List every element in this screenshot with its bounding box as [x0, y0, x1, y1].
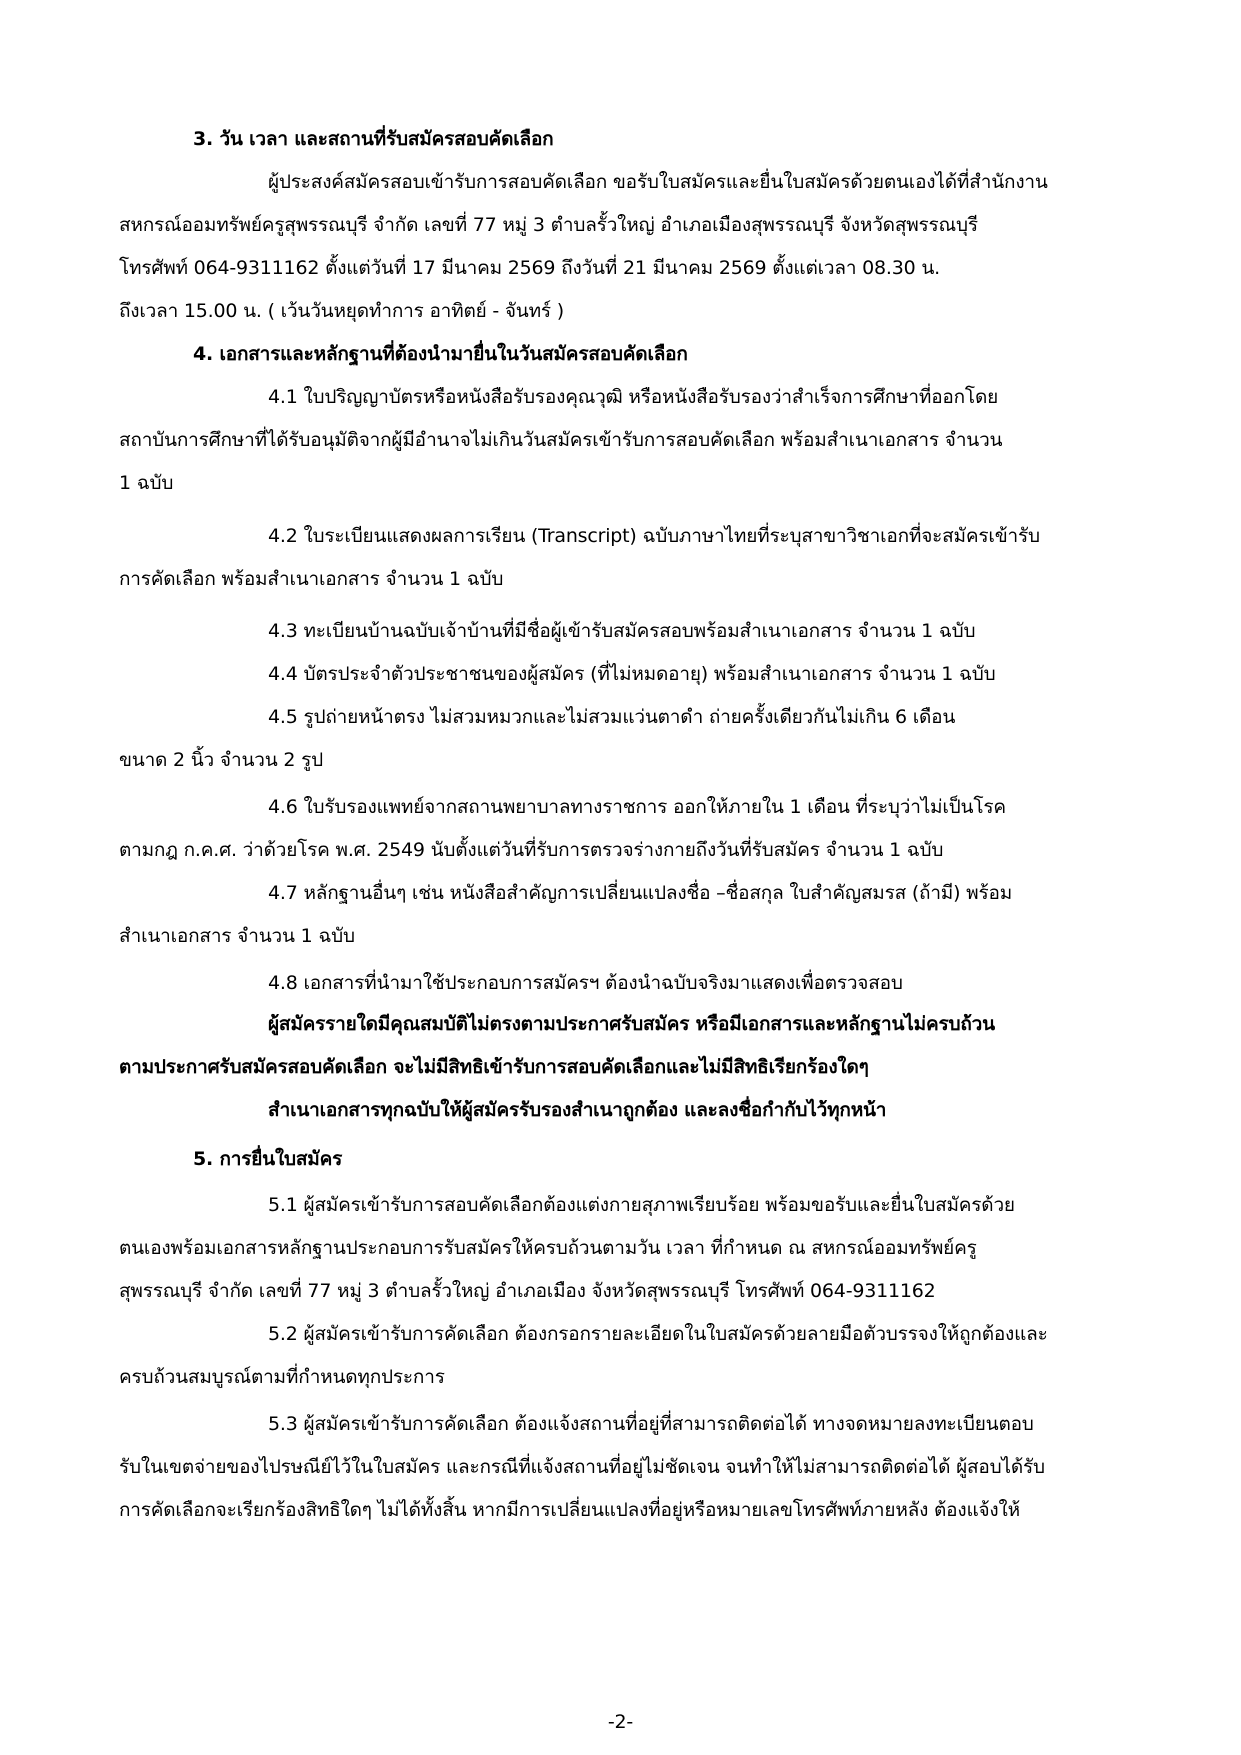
section-3-line: ถึงเวลา 15.00 น. ( เว้นวันหยุดทำการ อาทิตย์ - จันทร์ )	[119, 300, 564, 322]
section-3-heading: 3. วัน เวลา และสถานที่รับสมัครสอบคัดเลือก	[193, 128, 554, 150]
item-5-3-line: 5.3 ผู้สมัครเข้ารับการคัดเลือก ต้องแจ้งสถานที่อยู่ที่สามารถติดต่อได้ ทางจดหมายลงทะเบียนตอบ	[268, 1413, 1034, 1435]
item-4-2-line: 4.2 ใบระเบียนแสดงผลการเรียน (Transcript) ฉบับภาษาไทยที่ระบุสาขาวิชาเอกที่จะสมัครเข้ารับ	[268, 525, 1040, 547]
item-4-3: 4.3 ทะเบียนบ้านฉบับเจ้าบ้านที่มีชื่อผู้เข้ารับสมัครสอบพร้อมสำเนาเอกสาร จำนวน 1 ฉบับ	[268, 620, 976, 642]
item-4-2-line: การคัดเลือก พร้อมสำเนาเอกสาร จำนวน 1 ฉบับ	[119, 568, 504, 590]
item-5-1-line: สุพรรณบุรี จำกัด เลขที่ 77 หมู่ 3 ตำบลรั้วใหญ่ อำเภอเมือง จังหวัดสุพรรณบุรี โทรศัพท์ 064-9311162	[119, 1280, 936, 1302]
item-4-1-line: 1 ฉบับ	[119, 472, 174, 494]
warning-line: ตามประกาศรับสมัครสอบคัดเลือก จะไม่มีสิทธิเข้ารับการสอบคัดเลือกและไม่มีสิทธิเรียกร้องใดๆ	[119, 1056, 869, 1078]
item-4-6-line: ตามกฎ ก.ค.ศ. ว่าด้วยโรค พ.ศ. 2549 นับตั้งแต่วันที่รับการตรวจร่างกายถึงวันที่รับสมัคร จำนวน 1 ฉบับ	[119, 839, 944, 861]
item-5-2-line: 5.2 ผู้สมัครเข้ารับการคัดเลือก ต้องกรอกรายละเอียดในใบสมัครด้วยลายมือตัวบรรจงให้ถูกต้องและ	[268, 1323, 1048, 1345]
item-5-3-line: รับในเขตจ่ายของไปรษณีย์ไว้ในใบสมัคร และกรณีที่แจ้งสถานที่อยู่ไม่ชัดเจน จนทำให้ไม่สามารถติดต่อได้ ผู้สอบได้รับ	[119, 1456, 1045, 1478]
item-4-6-line: 4.6 ใบรับรองแพทย์จากสถานพยาบาลทางราชการ ออกให้ภายใน 1 เดือน ที่ระบุว่าไม่เป็นโรค	[268, 796, 1006, 818]
item-4-8: 4.8 เอกสารที่นำมาใช้ประกอบการสมัครฯ ต้องนำฉบับจริงมาแสดงเพื่อตรวจสอบ	[268, 972, 903, 994]
item-4-1-line: สถาบันการศึกษาที่ได้รับอนุมัติจากผู้มีอำนาจไม่เกินวันสมัครเข้ารับการสอบคัดเลือก พร้อมสำเนาเอกสาร จำนวน	[119, 429, 1003, 451]
item-4-7-line: 4.7 หลักฐานอื่นๆ เช่น หนังสือสำคัญการเปลี่ยนแปลงชื่อ –ชื่อสกุล ใบสำคัญสมรส (ถ้ามี) พร้อม	[268, 882, 1013, 904]
warning-line: สำเนาเอกสารทุกฉบับให้ผู้สมัครรับรองสำเนาถูกต้อง และลงชื่อกำกับไว้ทุกหน้า	[268, 1099, 887, 1121]
item-5-3-line: การคัดเลือกจะเรียกร้องสิทธิใดๆ ไม่ได้ทั้งสิ้น หากมีการเปลี่ยนแปลงที่อยู่หรือหมายเลขโทรศัพท์ภายหลัง ต้องแจ้งให้	[119, 1499, 1020, 1521]
section-3-line: ผู้ประสงค์สมัครสอบเข้ารับการสอบคัดเลือก ขอรับใบสมัครและยื่นใบสมัครด้วยตนเองได้ที่สำนักงาน	[268, 171, 1048, 193]
section-4-heading: 4. เอกสารและหลักฐานที่ต้องนำมายื่นในวันสมัครสอบคัดเลือก	[193, 343, 688, 365]
item-4-7-line: สำเนาเอกสาร จำนวน 1 ฉบับ	[119, 925, 355, 947]
item-4-1-line: 4.1 ใบปริญญาบัตรหรือหนังสือรับรองคุณวุฒิ หรือหนังสือรับรองว่าสำเร็จการศึกษาที่ออกโดย	[268, 386, 999, 408]
section-3-line: สหกรณ์ออมทรัพย์ครูสุพรรณบุรี จำกัด เลขที่ 77 หมู่ 3 ตำบลรั้วใหญ่ อำเภอเมืองสุพรรณบุรี จังหวัดสุพรรณบุรี	[119, 214, 978, 236]
page-number: -2-	[607, 1711, 634, 1733]
warning-line: ผู้สมัครรายใดมีคุณสมบัติไม่ตรงตามประกาศรับสมัคร หรือมีเอกสารและหลักฐานไม่ครบถ้วน	[268, 1013, 995, 1035]
section-5-heading: 5. การยื่นใบสมัคร	[193, 1148, 343, 1170]
item-4-5-line: 4.5 รูปถ่ายหน้าตรง ไม่สวมหมวกและไม่สวมแว่นตาดำ ถ่ายครั้งเดียวกันไม่เกิน 6 เดือน	[268, 706, 956, 728]
item-4-5-line: ขนาด 2 นิ้ว จำนวน 2 รูป	[119, 749, 323, 771]
item-5-1-line: 5.1 ผู้สมัครเข้ารับการสอบคัดเลือกต้องแต่งกายสุภาพเรียบร้อย พร้อมขอรับและยื่นใบสมัครด้วย	[268, 1194, 1015, 1216]
item-5-1-line: ตนเองพร้อมเอกสารหลักฐานประกอบการรับสมัครให้ครบถ้วนตามวัน เวลา ที่กำหนด ณ สหกรณ์ออมทรัพย์ครู	[119, 1237, 977, 1259]
item-4-4: 4.4 บัตรประจำตัวประชาชนของผู้สมัคร (ที่ไม่หมดอายุ) พร้อมสำเนาเอกสาร จำนวน 1 ฉบับ	[268, 663, 996, 685]
section-3-line: โทรศัพท์ 064-9311162 ตั้งแต่วันที่ 17 มีนาคม 2569 ถึงวันที่ 21 มีนาคม 2569 ตั้งแต่เวลา 08.30 น.	[119, 257, 940, 279]
item-5-2-line: ครบถ้วนสมบูรณ์ตามที่กำหนดทุกประการ	[119, 1366, 445, 1388]
